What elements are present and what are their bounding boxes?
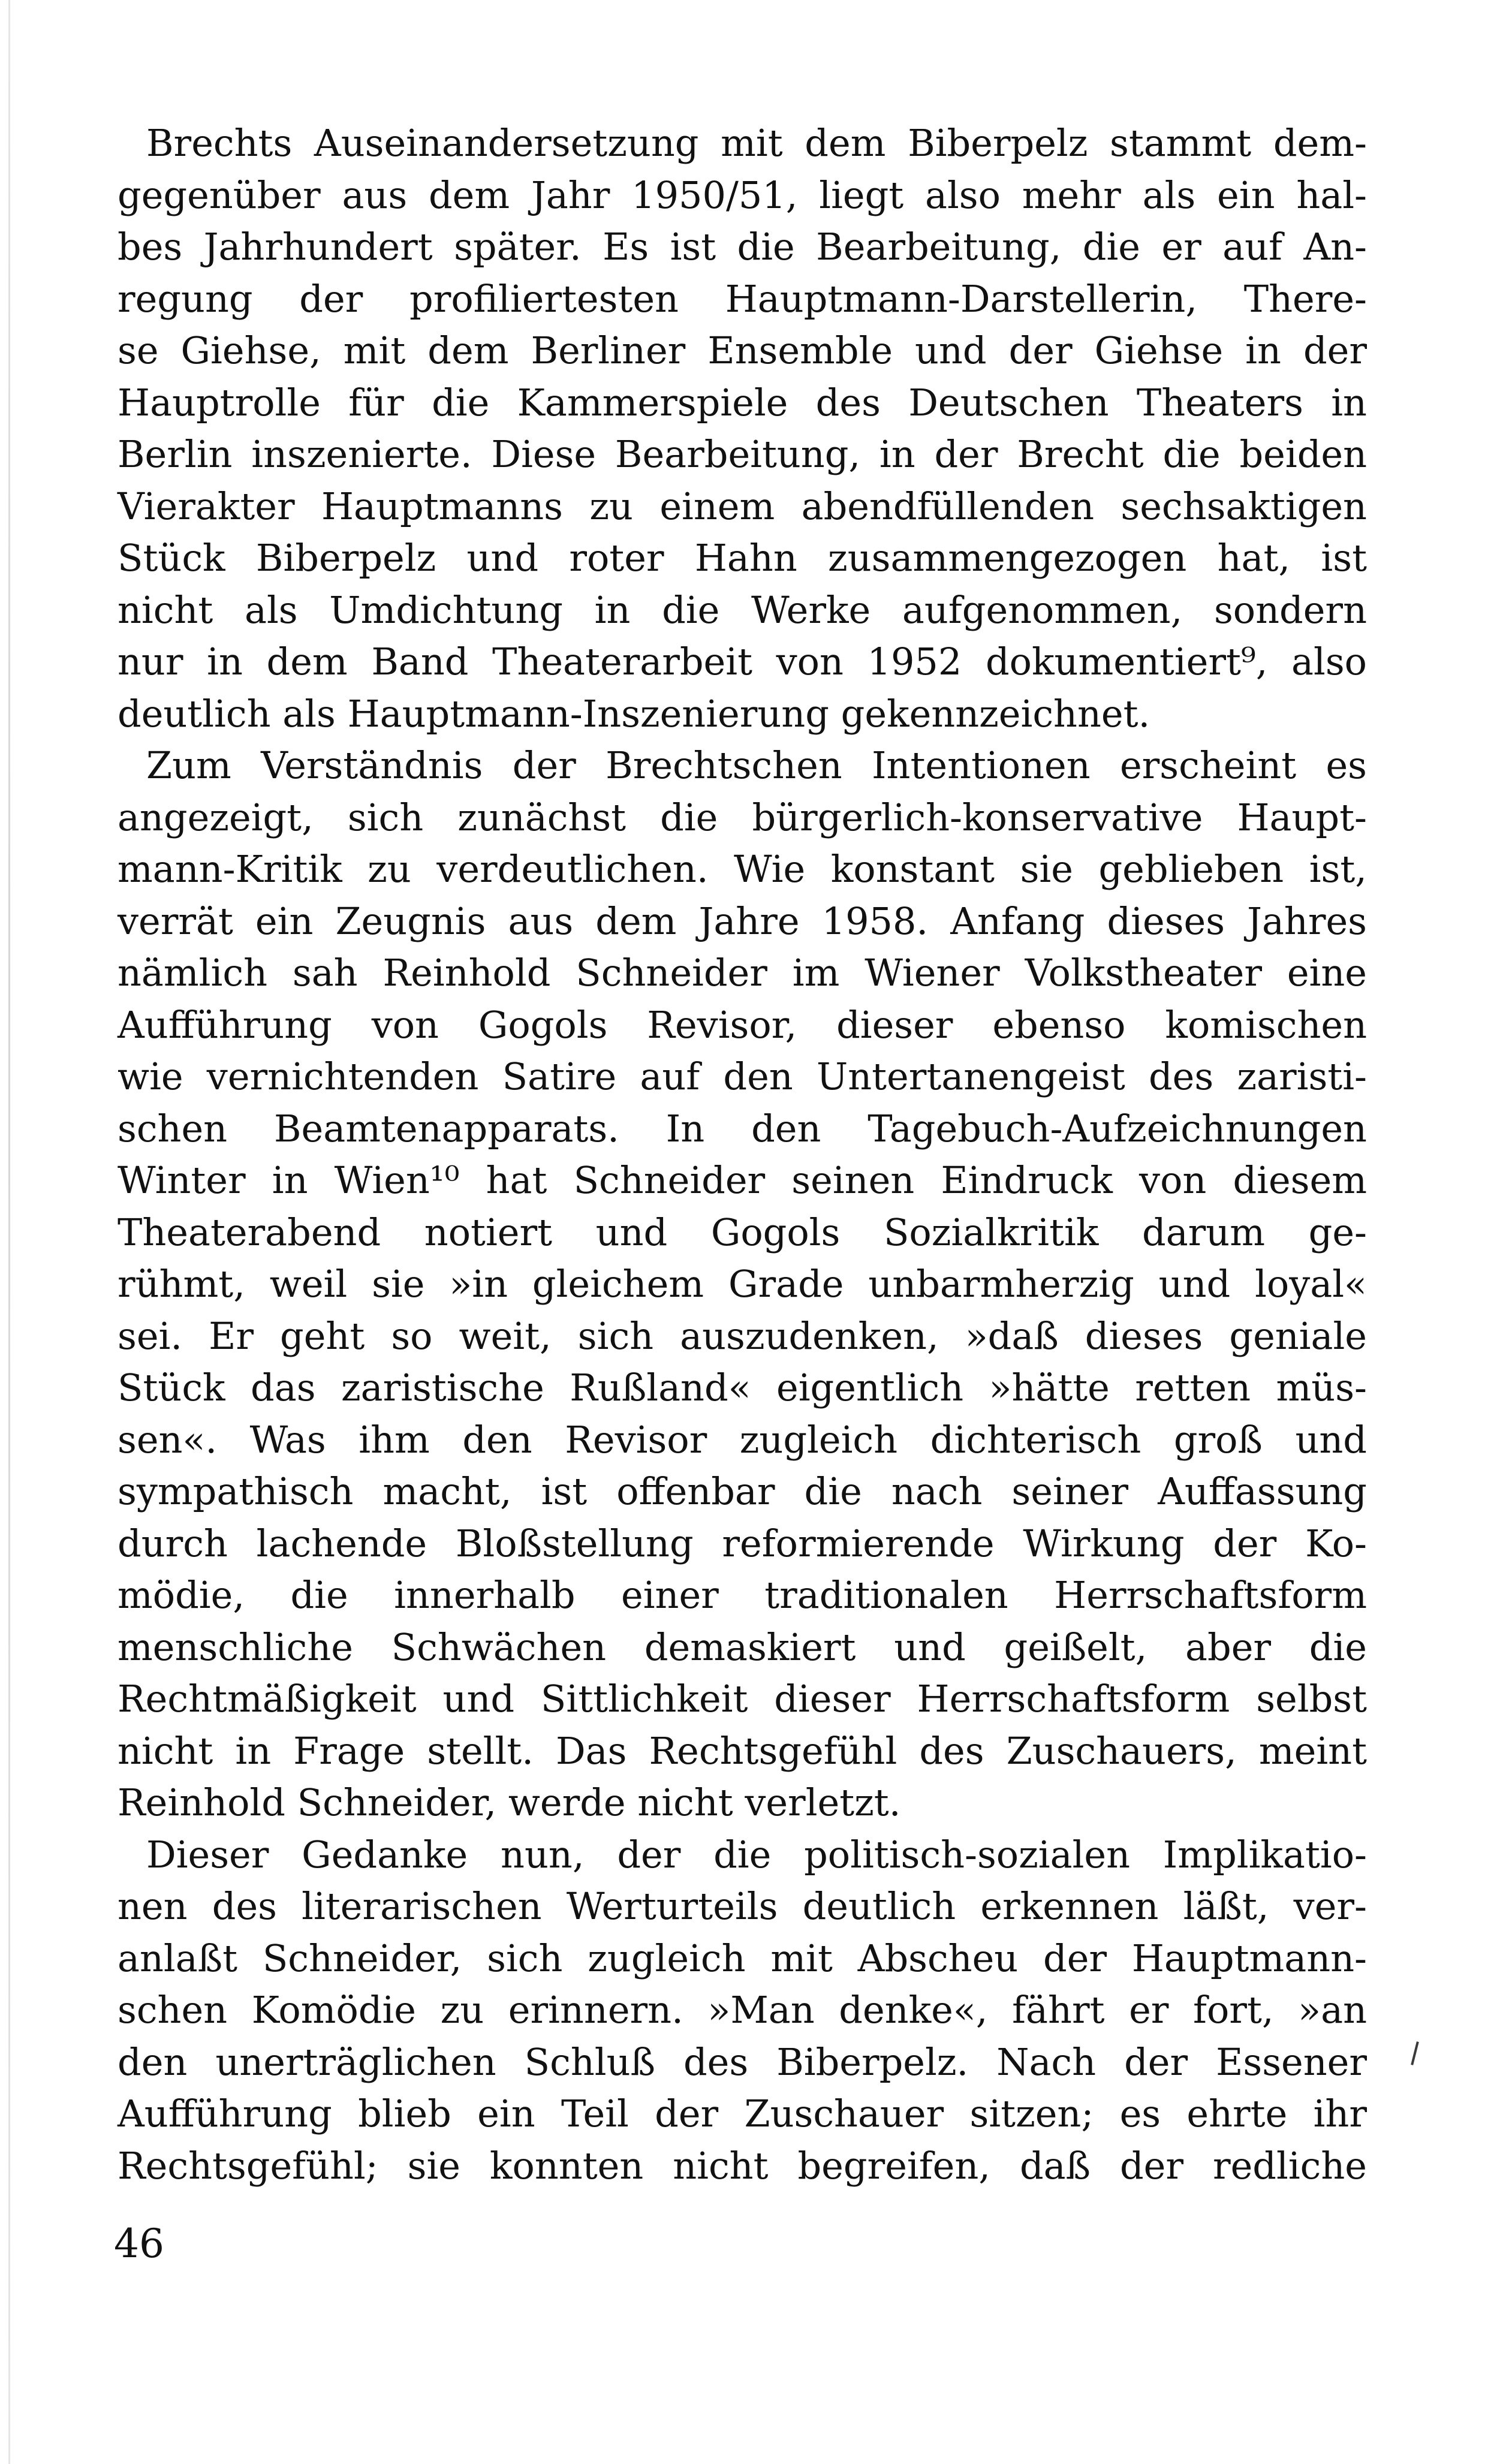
text-line: gegenüber aus dem Jahr 1950/51, liegt also mehr als ein hal- [118,173,1367,217]
text-line: schen Beamtenapparats. In den Tagebuch-Aufzeichnungen [118,1106,1367,1150]
text-line: Aufführung von Gogols Revisor, dieser ebenso komischen [118,1002,1367,1047]
text-line: Brechts Auseinandersetzung mit dem Biberpelz stammt dem- [146,121,1367,165]
text-line: se Giehse, mit dem Berliner Ensemble und der Giehse in der [118,329,1367,372]
text-line: anlaßt Schneider, sich zugleich mit Abscheu der Hauptmann- [118,1936,1367,1980]
text-line: deutlich als Hauptmann-Inszenierung gekennzeichnet. [118,691,1150,736]
text-line: Aufführung blieb ein Teil der Zuschauer sitzen; es ehrte ihr [118,2092,1367,2135]
page-number: 46 [114,2221,164,2267]
text-line: Winter in Wien¹⁰ hat Schneider seinen Eindruck von diesem [118,1158,1367,1202]
text-line: Reinhold Schneider, werde nicht verletzt. [118,1781,901,1824]
text-line: nicht in Frage stellt. Das Rechtsgefühl des Zuschauers, meint [118,1728,1367,1773]
page-binding-edge [8,0,10,2464]
text-line: Vierakter Hauptmanns zu einem abendfüllenden sechsaktigen [118,484,1367,528]
text-line: durch lachende Bloßstellung reformierende Wirkung der Ko- [118,1521,1367,1565]
text-line: Stück das zaristische Rußland« eigentlich »hätte retten müs- [118,1366,1367,1409]
text-line: nur in dem Band Theaterarbeit von 1952 dokumentiert⁹, also [118,640,1367,683]
text-line: nicht als Umdichtung in die Werke aufgenommen, sondern [118,588,1367,632]
text-line: Rechtsgefühl; sie konnten nicht begreifen, daß der redliche [118,2143,1367,2188]
text-line: Dieser Gedanke nun, der die politisch-sozialen Implikatio- [146,1832,1367,1876]
text-line: Berlin inszenierte. Diese Bearbeitung, in der Brecht die beiden [118,432,1367,476]
text-line: Rechtmäßigkeit und Sittlichkeit dieser Herrschaftsform selbst [118,1677,1367,1721]
text-line: sei. Er geht so weit, sich auszudenken, »daß dieses geniale [118,1314,1367,1358]
text-line: angezeigt, sich zunächst die bürgerlich-konservative Haupt- [118,795,1367,839]
text-line: mann-Kritik zu verdeutlichen. Wie konstant sie geblieben ist, [118,847,1367,891]
text-line: nämlich sah Reinhold Schneider im Wiener Volkstheater eine [118,951,1367,995]
margin-pencil-mark [1411,2041,1419,2065]
text-line: verrät ein Zeugnis aus dem Jahre 1958. Anfang dieses Jahres [118,899,1367,943]
text-line: mödie, die innerhalb einer traditionalen Herrschaftsform [118,1573,1367,1617]
text-line: schen Komödie zu erinnern. »Man denke«, fährt er fort, »an [118,1988,1367,2032]
text-line: sen«. Was ihm den Revisor zugleich dichterisch groß und [118,1417,1367,1462]
text-line: wie vernichtenden Satire auf den Untertanengeist des zaristi- [118,1055,1367,1098]
text-line: sympathisch macht, ist offenbar die nach seiner Auffassung [118,1469,1367,1513]
text-line: menschliche Schwächen demaskiert und geißelt, aber die [118,1625,1367,1669]
text-line: rühmt, weil sie »in gleichem Grade unbarmherzig und loyal« [118,1262,1367,1306]
text-line: bes Jahrhundert später. Es ist die Bearbeitung, die er auf An- [118,225,1367,269]
body-text [118,118,1367,2192]
text-line: Stück Biberpelz und roter Hahn zusammengezogen hat, ist [118,536,1367,580]
text-line: Zum Verständnis der Brechtschen Intentionen erscheint es [146,743,1367,787]
text-line: regung der profiliertesten Hauptmann-Darstellerin, There- [118,276,1367,321]
text-line: Hauptrolle für die Kammerspiele des Deutschen Theaters in [118,380,1367,424]
text-line: nen des literarischen Werturteils deutlich erkennen läßt, ver- [118,1884,1367,1928]
text-line: den unerträglichen Schluß des Biberpelz. Nach der Essener [118,2040,1367,2084]
text-line: Theaterabend notiert und Gogols Sozialkritik darum ge- [118,1210,1367,1254]
